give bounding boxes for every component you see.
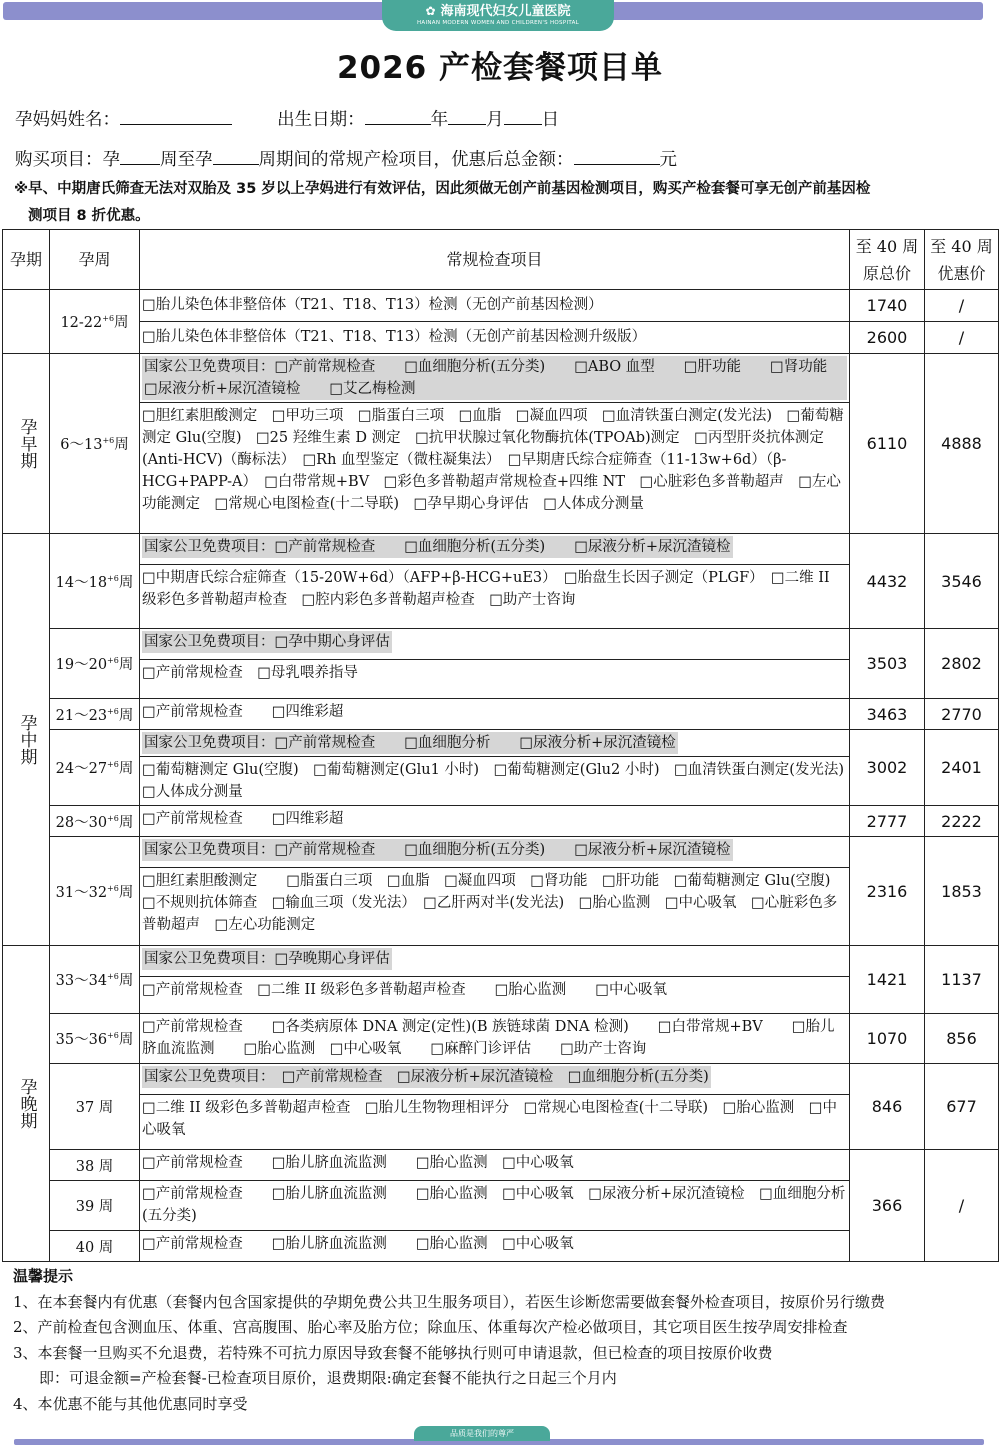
name-dob-line <box>15 106 559 131</box>
paid-items: □胆红素胆酸测定 □脂蛋白三项 □血脂 □凝血四项 □肾功能 □肝功能 □葡萄糖测定 Glu(空腹) □不规则抗体筛查 □输血三项（发光法） □乙肝两对半(发光法) □胎心监测 □中心吸氧 □心脏彩色多普勒超声 □左心功能测定 <box>140 867 849 938</box>
original-price: 3503 <box>850 629 925 699</box>
discount-price: 2770 <box>925 699 999 730</box>
header-original-price: 至 40 周 原总价 <box>850 230 925 290</box>
original-price: 2316 <box>850 837 925 946</box>
items-cell <box>140 1231 850 1262</box>
purchase-mid2: 周期间的常规产检项目，优惠后总金额： <box>258 150 574 170</box>
discount-price: 1137 <box>925 946 999 1014</box>
paid-items: □中期唐氏综合症筛查（15-20W+6d）（AFP+β-HCG+uE3） □胎盘生长因子测定（PLGF） □二维 II 级彩色多普勒超声检查 □腔内彩色多普勒超声检查 □助产士咨询 <box>140 564 849 613</box>
week-cell: $21\sim 23^{+6}$周 <box>50 699 140 730</box>
paid-items: □二维 II 级彩色多普勒超声检查 □胎儿生物物理相评分 □常规心电图检查(十二导联) □胎心监测 □中心吸氧 <box>140 1094 849 1143</box>
notice <box>14 176 989 230</box>
purchase-suffix: 元 <box>659 150 677 170</box>
original-price: 2777 <box>850 806 925 837</box>
original-price: 1740 <box>850 290 925 322</box>
items-cell <box>140 629 850 699</box>
nipt-item[interactable]: □胎儿染色体非整倍体（T21、T18、T13）检测（无创产前基因检测） <box>142 297 603 313</box>
items-cell <box>140 354 857 534</box>
tip-3: 3、本套餐一旦购买不允退费，若特殊不可抗力原因导致套餐不能够执行则可申请退款，但已检查的项目按原价收费 <box>13 1343 773 1362</box>
month-label: 月 <box>486 110 504 130</box>
paid-items: □葡萄糖测定 Glu(空腹) □葡萄糖测定(Glu1 小时) □葡萄糖测定(Glu2 小时) □血清铁蛋白测定(发光法) □人体成分测量 <box>140 756 849 805</box>
table-row <box>3 837 999 946</box>
table-row <box>3 730 999 806</box>
table-row <box>3 946 999 1014</box>
discount-price: 856 <box>925 1014 999 1064</box>
items-cell <box>140 806 850 837</box>
week-cell: $31\sim 32^{+6}$周 <box>50 837 140 946</box>
week-cell: $33\sim 34^{+6}$周 <box>50 946 140 1014</box>
period-cell-late: 孕晚期 <box>3 946 50 1262</box>
paid-items: □产前常规检查 □母乳喂养指导 <box>140 659 849 686</box>
discount-price: / <box>925 322 999 354</box>
table-row <box>3 629 999 699</box>
gov-free-items: 国家公卫免费项目：□孕晚期心身评估 <box>142 948 392 970</box>
gov-free-items: 国家公卫免费项目： □产前常规检查 □尿液分析+尿沉渣镜检 □血细胞分析(五分类) <box>142 1066 711 1088</box>
items-cell <box>140 1064 850 1150</box>
total-amount-field[interactable] <box>574 146 660 165</box>
items-cell <box>140 1014 850 1064</box>
items-cell <box>140 1181 850 1231</box>
table-row <box>3 534 999 629</box>
original-price: 846 <box>850 1064 925 1150</box>
week-cell: $24\sim 27^{+6}$周 <box>50 730 140 806</box>
items-cell <box>140 534 850 629</box>
purchase-mid1: 周至孕 <box>160 150 213 170</box>
discount-price: 4888 <box>925 354 999 534</box>
discount-price: / <box>925 1150 999 1262</box>
gov-free-items: 国家公卫免费项目：□产前常规检查 □血细胞分析(五分类) □尿液分析+尿沉渣镜检 <box>142 839 733 861</box>
dob-label: 出生日期： <box>277 110 365 130</box>
hospital-logo-icon: ✿ <box>425 4 436 18</box>
notice-line2: 测项目 8 折优惠。 <box>28 208 150 224</box>
original-price: 3463 <box>850 699 925 730</box>
dob-day-field[interactable] <box>504 106 542 125</box>
week-cell: $12-22^{+6}$周 <box>50 290 140 354</box>
paid-items: □产前常规检查 □各类病原体 DNA 测定(定性)(B 族链球菌 DNA 检测) □白带常规+BV □胎儿脐血流监测 □胎心监测 □中心吸氧 □麻醉门诊评估 □助产士咨询 <box>142 1019 835 1057</box>
paid-items: □产前常规检查 □四维彩超 <box>142 704 344 720</box>
gov-free-items: 国家公卫免费项目：□产前常规检查 □血细胞分析 □尿液分析+尿沉渣镜检 <box>142 732 678 754</box>
discount-price: 1853 <box>925 837 999 946</box>
week-cell: 38 周 <box>50 1150 140 1181</box>
name-field[interactable] <box>120 106 232 125</box>
period-cell-early: 孕早期 <box>3 354 50 534</box>
paid-items: □产前常规检查 □二维 II 级彩色多普勒超声检查 □胎心监测 □中心吸氧 <box>140 976 849 1003</box>
table-row <box>3 322 999 354</box>
hospital-name: 海南现代妇女儿童医院 <box>440 4 571 19</box>
table-row <box>3 1181 999 1231</box>
week-cell: $35\sim 36^{+6}$周 <box>50 1014 140 1064</box>
header-discount-price: 至 40 周 优惠价 <box>925 230 999 290</box>
table-row <box>3 290 999 322</box>
discount-price: 677 <box>925 1064 999 1150</box>
items-cell <box>140 290 850 322</box>
items-cell <box>140 730 859 806</box>
items-cell <box>140 699 850 730</box>
table-header-row <box>3 230 999 290</box>
hospital-logo <box>382 0 614 31</box>
week-cell: $28\sim 30^{+6}$周 <box>50 806 140 837</box>
page-title: 2026 产检套餐项目单 <box>336 50 664 86</box>
table-row <box>3 354 999 534</box>
original-price: 6110 <box>850 354 925 534</box>
paid-items: □胆红素胆酸测定 □甲功三项 □脂蛋白三项 □血脂 □凝血四项 □血清铁蛋白测定(发光法) □葡萄糖测定 Glu(空腹) □25 羟维生素 D 测定 □抗甲状腺过氧化物酶抗体(TPOAb)测定 □丙型肝炎抗体测定(Anti-HCV)（酶标法） □Rh 血型鉴定（微柱凝集法） □早期唐氏综合症筛查（11-13w+6d）（β-HCG+PAPP-A） □白带常规+BV □彩色多普勒超声常规检查+四维 NT □心脏彩色多普勒超声 □左心功能测定 □常规心电图检查(十二导联) □孕早期心身评估 □人体成分测量 <box>140 402 849 517</box>
original-price: 1070 <box>850 1014 925 1064</box>
hospital-name-en: HAINAN MODERN WOMEN AND CHILDREN'S HOSPITAL <box>416 20 580 26</box>
table-row <box>3 1014 999 1064</box>
header-week: 孕周 <box>50 230 140 290</box>
items-cell <box>140 1150 850 1181</box>
tips-section <box>13 1264 993 1417</box>
original-price: 2600 <box>850 322 925 354</box>
tip-1: 1、在本套餐内有优惠（套餐内包含国家提供的孕期免费公共卫生服务项目），若医生诊断您需要做套餐外检查项目，按原价另行缴费 <box>13 1292 886 1311</box>
tip-2: 2、产前检查包含测血压、体重、宫高腹围、胎心率及胎方位；除血压、体重每次产检必做项目，其它项目医生按孕周安排检查 <box>13 1318 848 1336</box>
purchase-prefix: 购买项目：孕 <box>15 150 120 170</box>
footer-slogan: 品质是我们的尊严 <box>414 1426 550 1441</box>
end-week-field[interactable] <box>213 146 259 165</box>
tips-heading: 温馨提示 <box>13 1267 74 1285</box>
gov-free-items: 国家公卫免费项目：□产前常规检查 □血细胞分析(五分类) □ABO 血型 □肝功能 □肾功能 □尿液分析+尿沉渣镜检 □艾乙梅检测 <box>142 356 847 400</box>
purchase-line <box>15 146 677 171</box>
discount-price: 3546 <box>925 534 999 629</box>
table-row <box>3 806 999 837</box>
paid-items: □产前常规检查 □四维彩超 <box>142 811 344 827</box>
paid-items: □产前常规检查 □胎儿脐血流监测 □胎心监测 □中心吸氧 □尿液分析+尿沉渣镜检 □血细胞分析(五分类) <box>142 1186 846 1224</box>
header-period: 孕期 <box>3 230 50 290</box>
discount-price: 2802 <box>925 629 999 699</box>
paid-items: □产前常规检查 □胎儿脐血流监测 □胎心监测 □中心吸氧 <box>142 1155 574 1171</box>
discount-price: / <box>925 290 999 322</box>
name-label: 孕妈妈姓名： <box>15 110 120 130</box>
header-items: 常规检查项目 <box>140 230 850 290</box>
discount-price: 2222 <box>925 806 999 837</box>
items-cell <box>140 946 850 1014</box>
dob-year-field[interactable] <box>365 106 431 125</box>
package-table <box>2 229 999 1262</box>
week-cell: $14\sim 18^{+6}$周 <box>50 534 140 629</box>
original-price: 366 <box>850 1150 925 1262</box>
tip-4: 4、本优惠不能与其他优惠同时享受 <box>13 1394 248 1413</box>
period-cell-blank <box>3 290 50 354</box>
week-cell: 40 周 <box>50 1231 140 1262</box>
start-week-field[interactable] <box>120 146 160 165</box>
tip-3b: 即：可退金额=产检套餐-已检查项目原价，退费期限:确定套餐不能执行之日起三个月内 <box>39 1369 617 1387</box>
paid-items: □产前常规检查 □胎儿脐血流监测 □胎心监测 □中心吸氧 <box>142 1236 574 1252</box>
original-price: 3002 <box>850 730 925 806</box>
dob-month-field[interactable] <box>448 106 486 125</box>
discount-price: 2401 <box>925 730 999 806</box>
table-row <box>3 699 999 730</box>
week-cell: $6\sim 13^{+6}$周 <box>50 354 140 534</box>
week-cell: 37 周 <box>50 1064 140 1150</box>
year-label: 年 <box>430 110 449 130</box>
table-row <box>3 1231 999 1262</box>
gov-free-items: 国家公卫免费项目：□孕中期心身评估 <box>142 631 392 653</box>
day-label: 日 <box>541 110 560 130</box>
period-cell-mid: 孕中期 <box>3 534 50 946</box>
table-row <box>3 1064 999 1150</box>
week-cell: 39 周 <box>50 1181 140 1231</box>
items-cell <box>140 322 850 354</box>
items-cell <box>140 837 850 946</box>
gov-free-items: 国家公卫免费项目：□产前常规检查 □血细胞分析(五分类) □尿液分析+尿沉渣镜检 <box>142 536 733 558</box>
original-price: 4432 <box>850 534 925 629</box>
notice-line1: ※早、中期唐氏筛查无法对双胎及 35 岁以上孕妈进行有效评估，因此须做无创产前基因检测项目，购买产检套餐可享无创产前基因检 <box>14 181 871 197</box>
table-row <box>3 1150 999 1181</box>
week-cell: $19\sim 20^{+6}$周 <box>50 629 140 699</box>
original-price: 1421 <box>850 946 925 1014</box>
nipt-upgrade-item[interactable]: □胎儿染色体非整倍体（T21、T18、T13）检测（无创产前基因检测升级版） <box>142 329 647 345</box>
